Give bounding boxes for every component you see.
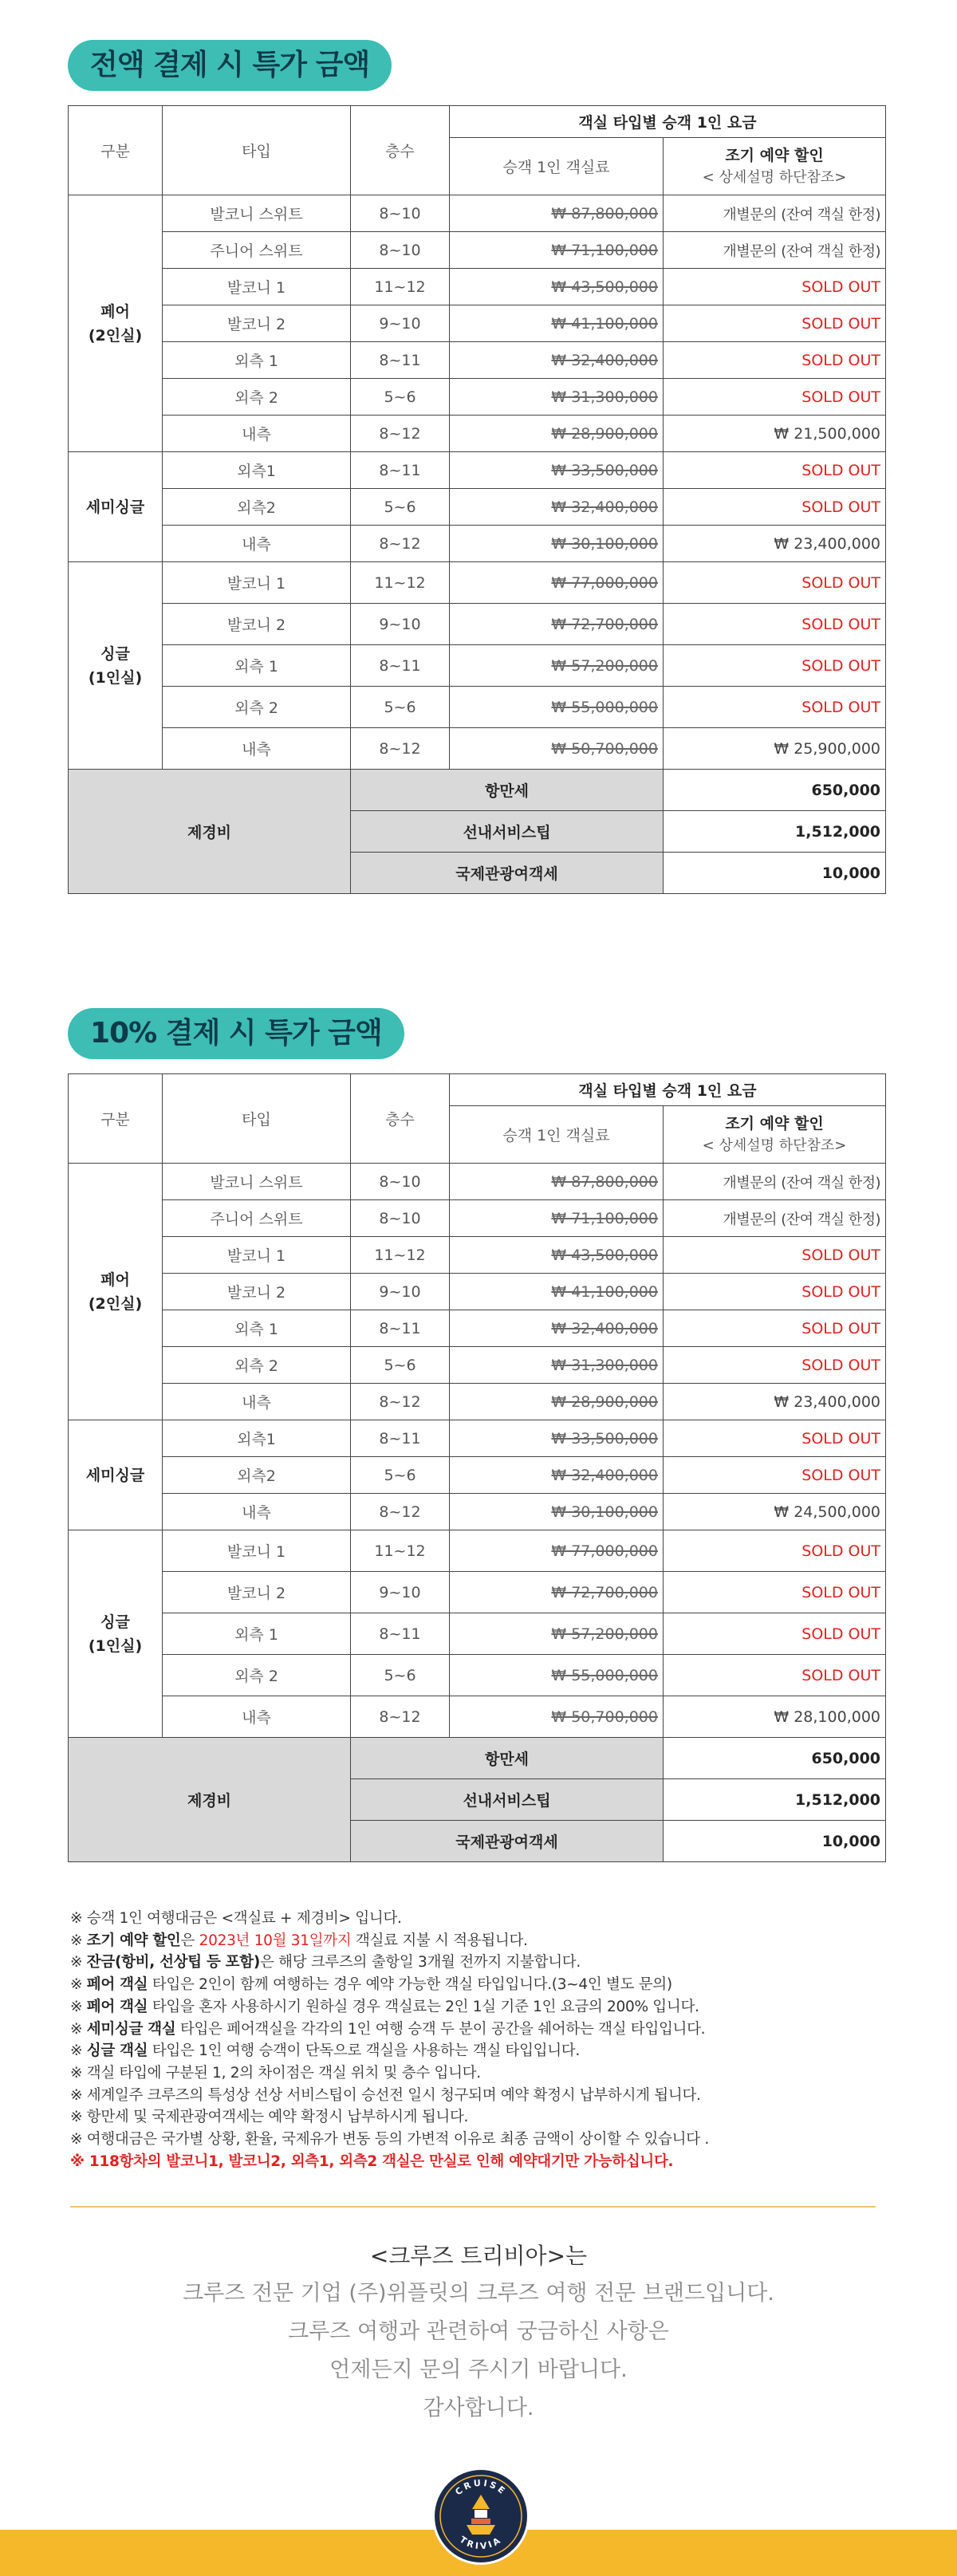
inquiry-label: 개별문의 (잔여 객실 한정) xyxy=(664,1164,886,1200)
fee-row xyxy=(69,770,886,811)
brand-line: 감사합니다. xyxy=(423,2396,534,2420)
room-type: 외측2 xyxy=(163,489,351,526)
notes-list xyxy=(70,1908,888,2172)
group-cell xyxy=(69,1164,163,1420)
room-type: 외측 1 xyxy=(163,1310,351,1347)
table-row xyxy=(69,1457,886,1494)
fees-label: 제경비 xyxy=(69,1738,351,1862)
regular-fare: ₩ 31,300,000 xyxy=(450,1347,664,1384)
group-cell xyxy=(69,1530,163,1738)
discount-price: ₩ 24,500,000 xyxy=(664,1494,886,1530)
sold-out-label: SOLD OUT xyxy=(664,645,886,687)
sold-out-label: SOLD OUT xyxy=(664,1457,886,1494)
note-line xyxy=(70,2106,888,2129)
table-row xyxy=(69,1420,886,1457)
divider xyxy=(70,2206,876,2208)
table-row xyxy=(69,1613,886,1655)
note-text: 타입은 1인 여행 승객이 단독으로 객실을 사용하는 객실 타입입니다. xyxy=(148,2042,580,2060)
room-type: 내측 xyxy=(163,1384,351,1420)
discount-price: ₩ 25,900,000 xyxy=(664,728,886,770)
note-line xyxy=(70,2019,888,2041)
room-type: 주니어 스위트 xyxy=(163,1200,351,1237)
note-text: ※ 세계일주 크루즈의 특성상 선상 서비스팁이 승선전 일시 청구되며 예약 확정시 납부하시게 됩니다. xyxy=(70,2086,701,2104)
brand-title: <크루즈 트리비아>는 xyxy=(369,2243,588,2269)
note-text: 은 해당 크루즈의 출항일 3개월 전까지 지불합니다. xyxy=(259,1954,581,1971)
regular-fare: ₩ 77,000,000 xyxy=(450,1530,664,1572)
regular-fare: ₩ 43,500,000 xyxy=(450,269,664,305)
section-title: 10% 결제 시 특가 금액 xyxy=(68,1008,404,1059)
table-row xyxy=(69,687,886,728)
brand-line: 언제든지 문의 주시기 바랍니다. xyxy=(329,2357,628,2382)
note-text: 2023년 10월 31일까지 xyxy=(199,1932,352,1949)
note-line xyxy=(70,2040,888,2062)
note-text: 타입은 2인이 함께 여행하는 경우 예약 가능한 객실 타입입니다.(3~4인 별도 문의) xyxy=(148,1976,672,1994)
note-line xyxy=(70,1908,888,1930)
room-floor: 5~6 xyxy=(351,1347,450,1384)
table-row xyxy=(69,452,886,489)
sold-out-label: SOLD OUT xyxy=(664,1613,886,1655)
note-line xyxy=(70,2151,888,2173)
group-cell xyxy=(69,195,163,452)
room-type: 외측1 xyxy=(163,452,351,489)
sold-out-label: SOLD OUT xyxy=(664,1274,886,1310)
room-type: 내측 xyxy=(163,416,351,452)
sold-out-label: SOLD OUT xyxy=(664,1347,886,1384)
header-group: 구분 xyxy=(69,1074,163,1164)
table-row xyxy=(69,728,886,770)
header-early-label: 조기 예약 할인 xyxy=(725,1114,824,1132)
room-type: 외측 2 xyxy=(163,687,351,728)
room-floor: 5~6 xyxy=(351,379,450,416)
table-row xyxy=(69,305,886,342)
sold-out-label: SOLD OUT xyxy=(664,604,886,645)
regular-fare: ₩ 31,300,000 xyxy=(450,379,664,416)
room-floor: 11~12 xyxy=(351,1530,450,1572)
discount-price: ₩ 23,400,000 xyxy=(664,1384,886,1420)
table-row xyxy=(69,1530,886,1572)
room-floor: 8~11 xyxy=(351,1613,450,1655)
table-row xyxy=(69,416,886,452)
note-line xyxy=(70,2062,888,2085)
room-type: 외측 1 xyxy=(163,342,351,379)
fees-label: 제경비 xyxy=(69,770,351,894)
room-floor: 8~12 xyxy=(351,728,450,770)
regular-fare: ₩ 33,500,000 xyxy=(450,1420,664,1457)
brand-message xyxy=(0,2238,957,2428)
room-type: 외측 2 xyxy=(163,1347,351,1384)
inquiry-label: 개별문의 (잔여 객실 한정) xyxy=(664,195,886,232)
note-text: ※ 항만세 및 국제관광여객세는 예약 확정시 납부하시게 됩니다. xyxy=(70,2109,469,2126)
regular-fare: ₩ 87,800,000 xyxy=(450,195,664,232)
brand-line: 크루즈 전문 기업 (주)위플릿의 크루즈 여행 전문 브랜드입니다. xyxy=(183,2281,774,2306)
note-text: ※ xyxy=(70,1954,87,1971)
header-type: 타입 xyxy=(163,106,351,195)
table-row xyxy=(69,195,886,232)
table-row xyxy=(69,232,886,269)
fee-value: 1,512,000 xyxy=(664,1779,886,1821)
header-row xyxy=(69,1074,886,1106)
room-type: 발코니 스위트 xyxy=(163,1164,351,1200)
fee-name: 선내서비스팁 xyxy=(351,1779,664,1821)
room-floor: 11~12 xyxy=(351,1237,450,1274)
room-floor: 8~11 xyxy=(351,1420,450,1457)
note-text: 타입을 혼자 사용하시기 원하실 경우 객실료는 2인 1실 기준 1인 요금의 200% 입니다. xyxy=(148,1998,699,2015)
fee-value: 10,000 xyxy=(664,1821,886,1862)
table-row xyxy=(69,1274,886,1310)
group-name: 싱글 xyxy=(100,644,130,663)
header-floor: 층수 xyxy=(351,1074,450,1164)
sold-out-label: SOLD OUT xyxy=(664,1237,886,1274)
room-floor: 9~10 xyxy=(351,604,450,645)
note-text: ※ xyxy=(70,1932,87,1949)
note-text: 페어 객실 xyxy=(86,1976,148,1994)
room-floor: 9~10 xyxy=(351,1274,450,1310)
header-early-note: < 상세설명 하단참조> xyxy=(702,168,847,186)
room-type: 발코니 1 xyxy=(163,1237,351,1274)
full-payment-section xyxy=(68,40,885,894)
group-name: 싱글 xyxy=(100,1613,130,1631)
regular-fare: ₩ 32,400,000 xyxy=(450,1457,664,1494)
note-line xyxy=(70,1996,888,2019)
group-capacity: (1인실) xyxy=(88,1637,143,1655)
table-row xyxy=(69,1347,886,1384)
inquiry-label: 개별문의 (잔여 객실 한정) xyxy=(664,232,886,269)
room-floor: 8~12 xyxy=(351,1494,450,1530)
note-text: 잔금(항비, 선상팁 등 포함) xyxy=(86,1954,260,1971)
regular-fare: ₩ 30,100,000 xyxy=(450,526,664,562)
group-name: 페어 xyxy=(100,1270,130,1289)
fee-name: 항만세 xyxy=(351,770,664,811)
regular-fare: ₩ 55,000,000 xyxy=(450,1655,664,1696)
header-early-note: < 상세설명 하단참조> xyxy=(702,1136,847,1154)
room-type: 발코니 2 xyxy=(163,604,351,645)
room-floor: 5~6 xyxy=(351,489,450,526)
room-type: 발코니 스위트 xyxy=(163,195,351,232)
ten-percent-payment-section xyxy=(68,1008,885,1862)
regular-fare: ₩ 57,200,000 xyxy=(450,1613,664,1655)
group-capacity: (2인실) xyxy=(88,326,143,345)
room-type: 발코니 1 xyxy=(163,1530,351,1572)
note-text: ※ xyxy=(70,2042,87,2060)
regular-fare: ₩ 41,100,000 xyxy=(450,305,664,342)
group-name: 세미싱글 xyxy=(85,1466,145,1484)
header-fare: 승객 1인 객실료 xyxy=(450,138,664,195)
room-type: 외측 2 xyxy=(163,379,351,416)
fee-row xyxy=(69,1738,886,1779)
regular-fare: ₩ 43,500,000 xyxy=(450,1237,664,1274)
regular-fare: ₩ 72,700,000 xyxy=(450,604,664,645)
discount-price: ₩ 21,500,000 xyxy=(664,416,886,452)
sold-out-label: SOLD OUT xyxy=(664,1420,886,1457)
note-text: ※ 객실 타입에 구분된 1, 2의 차이점은 객실 위치 및 층수 입니다. xyxy=(70,2064,481,2082)
table-row xyxy=(69,269,886,305)
fee-value: 10,000 xyxy=(664,853,886,894)
fee-name: 국제관광여객세 xyxy=(351,853,664,894)
table-row xyxy=(69,1696,886,1738)
note-text: 세미싱글 객실 xyxy=(86,2020,176,2038)
header-group: 구분 xyxy=(69,106,163,195)
sold-out-label: SOLD OUT xyxy=(664,379,886,416)
room-floor: 5~6 xyxy=(351,1457,450,1494)
room-floor: 8~10 xyxy=(351,1200,450,1237)
room-type: 발코니 2 xyxy=(163,1572,351,1613)
room-floor: 5~6 xyxy=(351,1655,450,1696)
regular-fare: ₩ 87,800,000 xyxy=(450,1164,664,1200)
table-row xyxy=(69,1655,886,1696)
table-row xyxy=(69,1237,886,1274)
room-type: 내측 xyxy=(163,526,351,562)
regular-fare: ₩ 28,900,000 xyxy=(450,1384,664,1420)
brand-line: 크루즈 여행과 관련하여 궁금하신 사항은 xyxy=(288,2319,669,2344)
fee-name: 항만세 xyxy=(351,1738,664,1779)
room-floor: 8~12 xyxy=(351,1384,450,1420)
note-line xyxy=(70,1952,888,1974)
logo-text-bottom: TRIVIA xyxy=(457,2534,505,2552)
discount-price: ₩ 28,100,000 xyxy=(664,1696,886,1738)
regular-fare: ₩ 41,100,000 xyxy=(450,1274,664,1310)
room-type: 발코니 2 xyxy=(163,305,351,342)
room-floor: 11~12 xyxy=(351,562,450,604)
group-capacity: (2인실) xyxy=(88,1294,143,1313)
header-early-label: 조기 예약 할인 xyxy=(725,146,824,164)
room-floor: 8~11 xyxy=(351,645,450,687)
table-row xyxy=(69,604,886,645)
sold-out-label: SOLD OUT xyxy=(664,342,886,379)
room-floor: 8~11 xyxy=(351,342,450,379)
header-fare-title: 객실 타입별 승객 1인 요금 xyxy=(450,1074,886,1106)
regular-fare: ₩ 50,700,000 xyxy=(450,728,664,770)
room-floor: 8~11 xyxy=(351,1310,450,1347)
table-row xyxy=(69,1572,886,1613)
table-row xyxy=(69,645,886,687)
room-floor: 11~12 xyxy=(351,269,450,305)
room-type: 발코니 2 xyxy=(163,1274,351,1310)
room-type: 외측 1 xyxy=(163,645,351,687)
regular-fare: ₩ 57,200,000 xyxy=(450,645,664,687)
room-floor: 9~10 xyxy=(351,1572,450,1613)
regular-fare: ₩ 33,500,000 xyxy=(450,452,664,489)
sold-out-label: SOLD OUT xyxy=(664,562,886,604)
room-floor: 9~10 xyxy=(351,305,450,342)
fee-value: 650,000 xyxy=(664,770,886,811)
note-text: ※ 118항차의 발코니1, 발코니2, 외측1, 외측2 객실은 만실로 인해 예약대기만 가능하십니다. xyxy=(70,2153,674,2170)
sold-out-label: SOLD OUT xyxy=(664,1310,886,1347)
note-text: 싱글 객실 xyxy=(86,2042,148,2060)
note-text: 타입은 페어객실을 각각의 1인 여행 승객 두 분이 공간을 쉐어하는 객실 타입입니다. xyxy=(175,2020,706,2038)
logo-text-top: CRUISE xyxy=(453,2477,509,2498)
header-floor: 층수 xyxy=(351,106,450,195)
room-floor: 8~10 xyxy=(351,232,450,269)
cruise-trivia-logo xyxy=(431,2466,531,2566)
room-floor: 8~12 xyxy=(351,526,450,562)
table-row xyxy=(69,1384,886,1420)
room-type: 발코니 1 xyxy=(163,562,351,604)
sold-out-label: SOLD OUT xyxy=(664,1530,886,1572)
room-floor: 8~11 xyxy=(351,452,450,489)
regular-fare: ₩ 32,400,000 xyxy=(450,342,664,379)
group-capacity: (1인실) xyxy=(88,668,143,687)
note-line xyxy=(70,2085,888,2107)
regular-fare: ₩ 71,100,000 xyxy=(450,1200,664,1237)
group-cell xyxy=(69,1420,163,1530)
note-text: ※ xyxy=(70,1998,87,2015)
group-cell xyxy=(69,452,163,562)
discount-price: ₩ 23,400,000 xyxy=(664,526,886,562)
price-table xyxy=(68,1073,886,1862)
price-table xyxy=(68,105,886,894)
section-title: 전액 결제 시 특가 금액 xyxy=(68,40,392,91)
regular-fare: ₩ 55,000,000 xyxy=(450,687,664,728)
fee-name: 국제관광여객세 xyxy=(351,1821,664,1862)
fee-value: 650,000 xyxy=(664,1738,886,1779)
room-type: 외측 1 xyxy=(163,1613,351,1655)
header-fare: 승객 1인 객실료 xyxy=(450,1106,664,1164)
fee-name: 선내서비스팁 xyxy=(351,811,664,853)
room-type: 발코니 1 xyxy=(163,269,351,305)
note-text: 페어 객실 xyxy=(86,1998,148,2015)
group-name: 세미싱글 xyxy=(85,498,145,516)
table-row xyxy=(69,379,886,416)
room-type: 내측 xyxy=(163,1494,351,1530)
note-line xyxy=(70,2129,888,2151)
table-row xyxy=(69,562,886,604)
sold-out-label: SOLD OUT xyxy=(664,687,886,728)
header-type: 타입 xyxy=(163,1074,351,1164)
note-text: ※ 여행대금은 국가별 상황, 환율, 국제유가 변동 등의 가변적 이유로 최종 금액이 상이할 수 있습니다 . xyxy=(70,2131,709,2149)
room-type: 내측 xyxy=(163,728,351,770)
note-text: ※ xyxy=(70,1976,87,1994)
sold-out-label: SOLD OUT xyxy=(664,452,886,489)
table-row xyxy=(69,1200,886,1237)
inquiry-label: 개별문의 (잔여 객실 한정) xyxy=(664,1200,886,1237)
group-name: 페어 xyxy=(100,302,130,321)
header-row xyxy=(69,106,886,138)
note-text: 은 xyxy=(180,1932,199,1949)
note-line xyxy=(70,1974,888,1996)
room-type: 주니어 스위트 xyxy=(163,232,351,269)
sold-out-label: SOLD OUT xyxy=(664,1572,886,1613)
table-row xyxy=(69,526,886,562)
note-text: 객실료 지불 시 적용됩니다. xyxy=(351,1932,528,1949)
room-floor: 8~12 xyxy=(351,416,450,452)
table-row xyxy=(69,489,886,526)
table-row xyxy=(69,1494,886,1530)
room-floor: 5~6 xyxy=(351,687,450,728)
regular-fare: ₩ 30,100,000 xyxy=(450,1494,664,1530)
sold-out-label: SOLD OUT xyxy=(664,305,886,342)
table-row xyxy=(69,1310,886,1347)
room-floor: 8~10 xyxy=(351,195,450,232)
note-line xyxy=(70,1930,888,1952)
regular-fare: ₩ 71,100,000 xyxy=(450,232,664,269)
sold-out-label: SOLD OUT xyxy=(664,1655,886,1696)
room-type: 외측2 xyxy=(163,1457,351,1494)
note-text: ※ xyxy=(70,2020,87,2038)
note-text: 조기 예약 할인 xyxy=(86,1932,181,1949)
fee-value: 1,512,000 xyxy=(664,811,886,853)
note-text: ※ 승객 1인 여행대금은 <객실료 + 제경비> 입니다. xyxy=(70,1910,402,1927)
room-floor: 8~12 xyxy=(351,1696,450,1738)
table-row xyxy=(69,342,886,379)
regular-fare: ₩ 32,400,000 xyxy=(450,1310,664,1347)
header-fare-title: 객실 타입별 승객 1인 요금 xyxy=(450,106,886,138)
regular-fare: ₩ 50,700,000 xyxy=(450,1696,664,1738)
room-type: 내측 xyxy=(163,1696,351,1738)
header-early-discount xyxy=(664,138,886,195)
group-cell xyxy=(69,562,163,770)
room-type: 외측1 xyxy=(163,1420,351,1457)
room-floor: 8~10 xyxy=(351,1164,450,1200)
header-early-discount xyxy=(664,1106,886,1164)
sold-out-label: SOLD OUT xyxy=(664,489,886,526)
room-type: 외측 2 xyxy=(163,1655,351,1696)
regular-fare: ₩ 32,400,000 xyxy=(450,489,664,526)
regular-fare: ₩ 28,900,000 xyxy=(450,416,664,452)
regular-fare: ₩ 77,000,000 xyxy=(450,562,664,604)
regular-fare: ₩ 72,700,000 xyxy=(450,1572,664,1613)
table-row xyxy=(69,1164,886,1200)
sold-out-label: SOLD OUT xyxy=(664,269,886,305)
